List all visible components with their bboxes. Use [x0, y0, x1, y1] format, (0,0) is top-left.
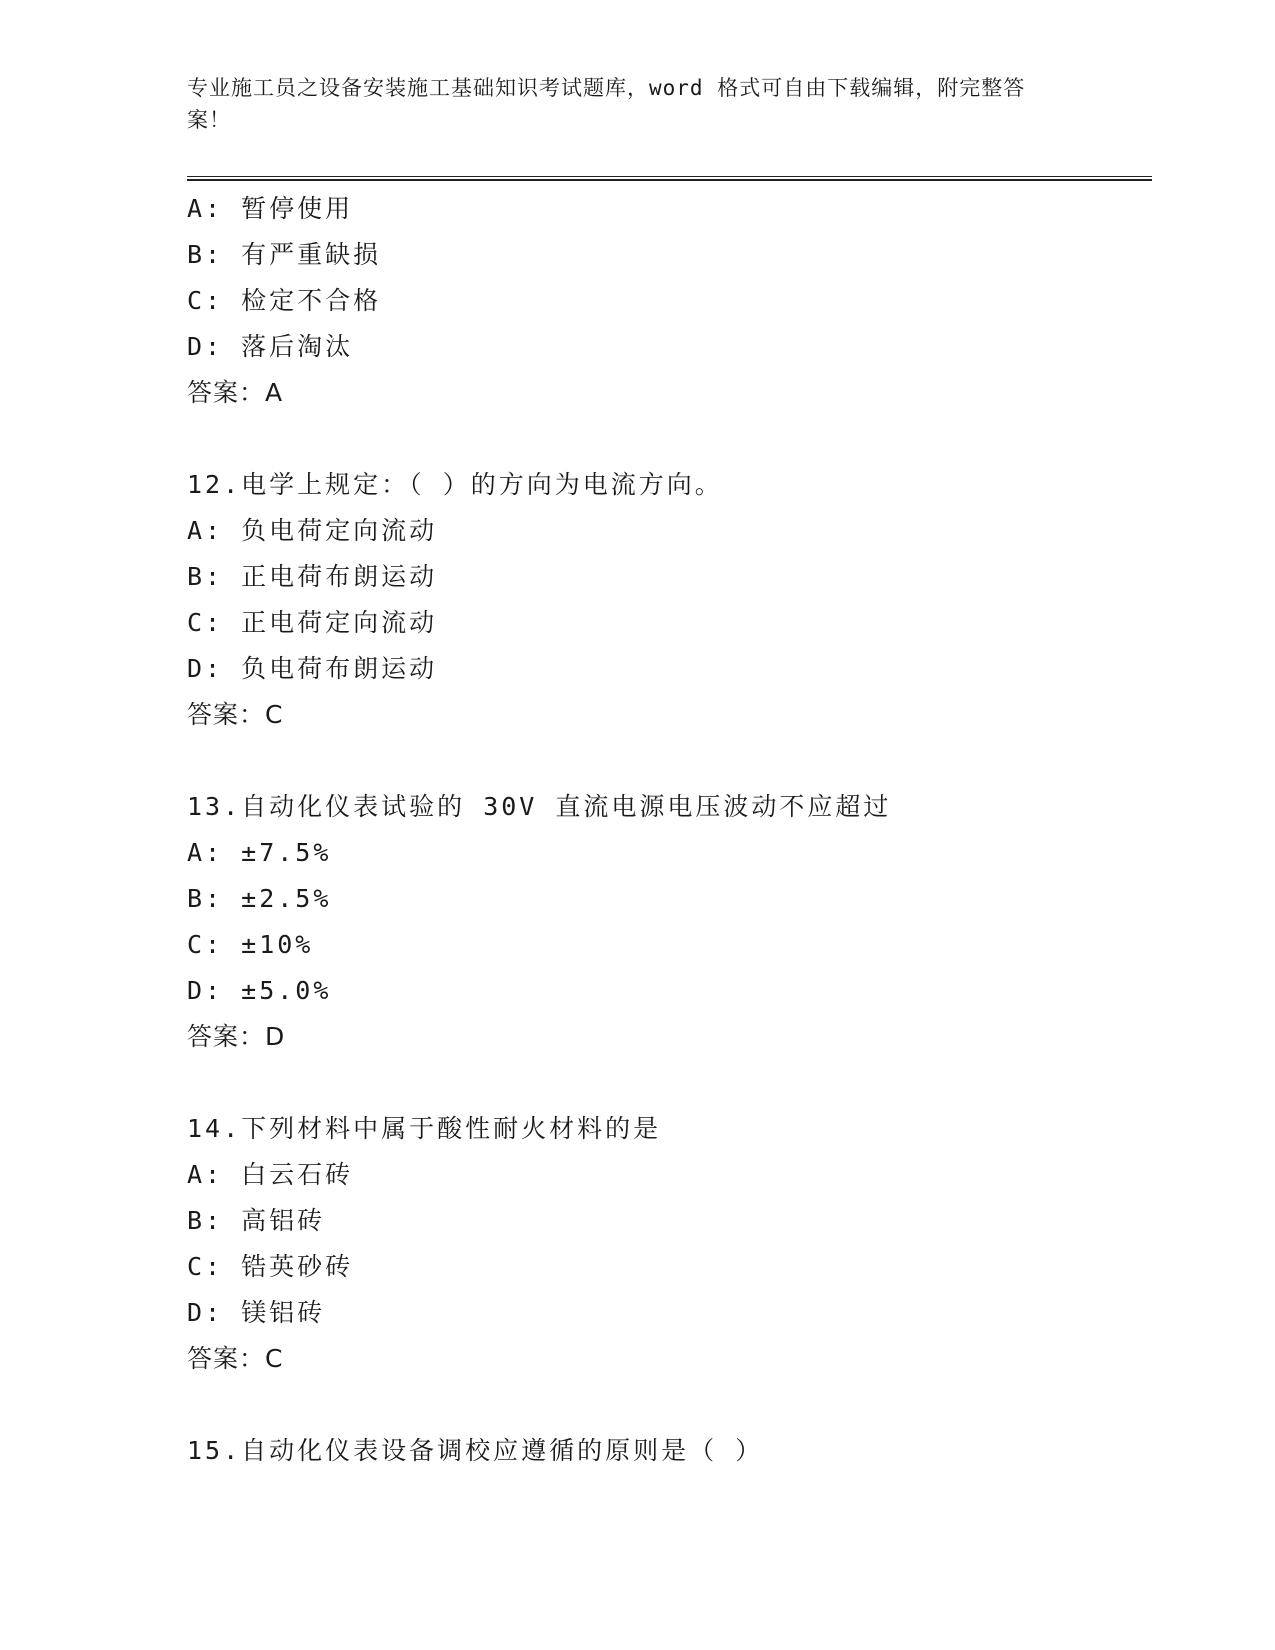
option-b: B: 有严重缺损: [187, 240, 382, 269]
option-b: B: ±2.5%: [187, 884, 332, 913]
answer: 答案：D: [187, 1022, 286, 1051]
option-b: B: 正电荷布朗运动: [187, 562, 438, 591]
question-text: 13.自动化仪表试验的 30V 直流电源电压波动不应超过: [187, 792, 892, 821]
question-block: [187, 462, 1152, 738]
option-c: C: ±10%: [187, 930, 314, 959]
question-block: [187, 186, 1152, 416]
option-a: A: 负电荷定向流动: [187, 516, 438, 545]
question-text: 12.电学上规定：（ ）的方向为电流方向。: [187, 470, 723, 499]
question-block: [187, 1106, 1152, 1382]
answer: 答案：C: [187, 1344, 284, 1373]
question-block: [187, 784, 1152, 1060]
answer: 答案：C: [187, 700, 284, 729]
option-c: C: 检定不合格: [187, 286, 382, 315]
option-d: D: ±5.0%: [187, 976, 332, 1005]
option-c: C: 正电荷定向流动: [187, 608, 438, 637]
question-block: [187, 1428, 1152, 1474]
option-a: A: 白云石砖: [187, 1160, 354, 1189]
answer: 答案：A: [187, 378, 284, 407]
question-list: [187, 186, 1152, 1474]
header-divider: [187, 176, 1152, 181]
question-text: 15.自动化仪表设备调校应遵循的原则是（ ）: [187, 1436, 764, 1465]
document-header: 专业施工员之设备安装施工基础知识考试题库，word 格式可自由下载编辑，附完整答案！: [187, 76, 1026, 132]
option-d: D: 落后淘汰: [187, 332, 354, 361]
option-a: A: 暂停使用: [187, 194, 354, 223]
question-text: 14.下列材料中属于酸性耐火材料的是: [187, 1114, 662, 1143]
option-c: C: 锆英砂砖: [187, 1252, 354, 1281]
option-b: B: 高铝砖: [187, 1206, 326, 1235]
option-d: D: 负电荷布朗运动: [187, 654, 438, 683]
option-d: D: 镁铝砖: [187, 1298, 326, 1327]
option-a: A: ±7.5%: [187, 838, 332, 867]
